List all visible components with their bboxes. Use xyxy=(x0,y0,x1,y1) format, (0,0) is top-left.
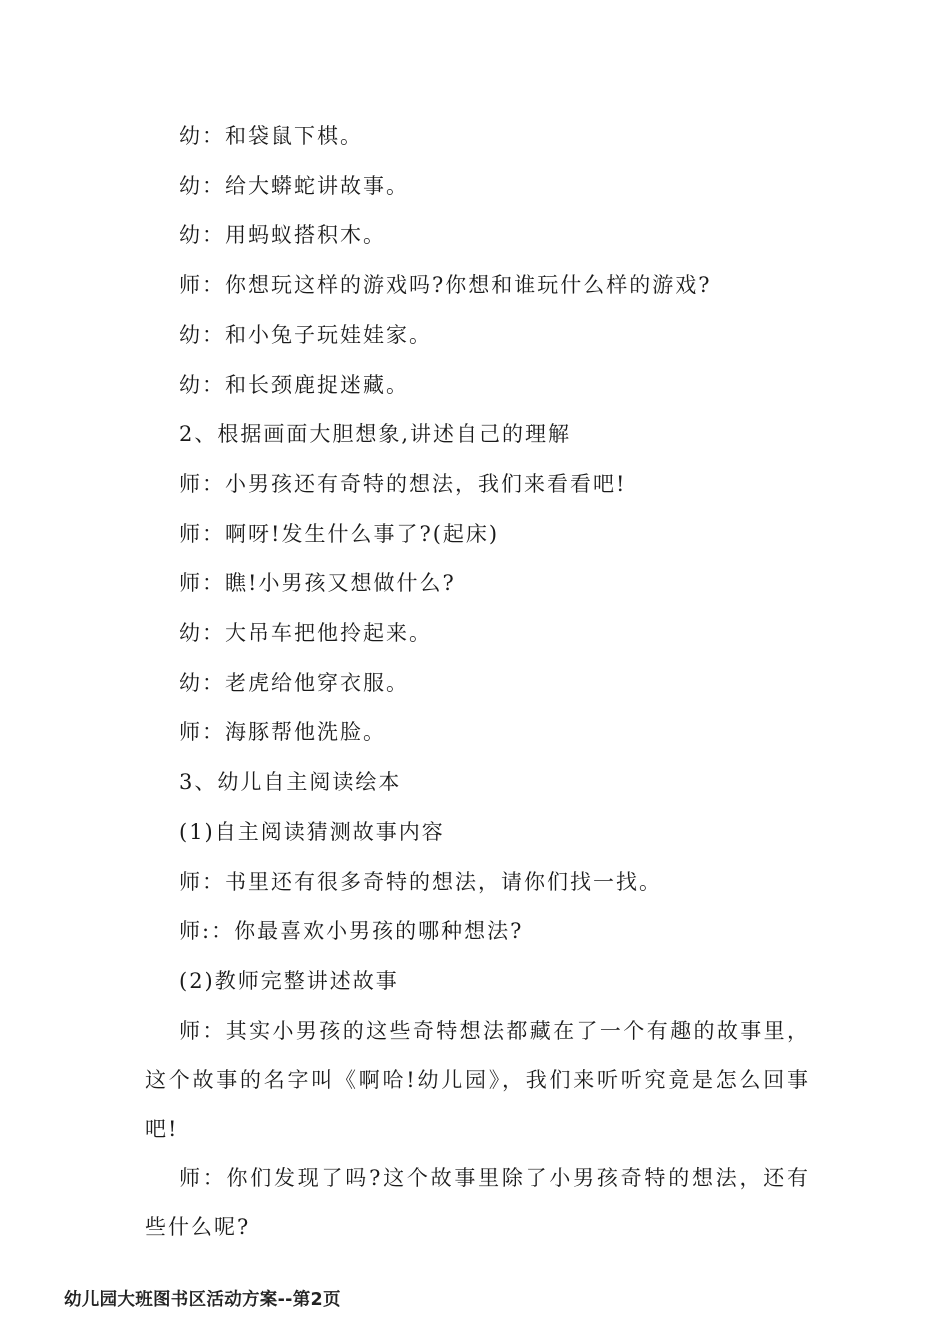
paragraph: 幼：和袋鼠下棋。 xyxy=(179,124,363,148)
paragraph: 幼：大吊车把他拎起来。 xyxy=(179,621,432,646)
paragraph: 师：你想玩这样的游戏吗?你想和谁玩什么样的游戏? xyxy=(179,273,712,298)
paragraph: 师：你们发现了吗?这个故事里除了小男孩奇特的想法，还有些什么呢? xyxy=(145,1165,810,1239)
paragraph: 幼：老虎给他穿衣服。 xyxy=(179,670,409,695)
paragraph: 师：瞧!小男孩又想做什么? xyxy=(179,571,456,596)
paragraph: 幼：给大蟒蛇讲故事。 xyxy=(179,173,409,198)
paragraph: 幼：和小兔子玩娃娃家。 xyxy=(179,322,432,347)
paragraph: 师：小男孩还有奇特的想法，我们来看看吧! xyxy=(179,471,627,496)
page-footer: 幼儿园大班图书区活动方案--第2页 xyxy=(64,1290,341,1310)
paragraph: 幼：和长颈鹿捉迷藏。 xyxy=(179,372,409,397)
subsection-heading: (2)教师完整讲述故事 xyxy=(179,968,399,993)
section-heading: 3、幼儿自主阅读绘本 xyxy=(179,770,402,795)
paragraph: 师：啊呀!发生什么事了?(起床) xyxy=(179,521,500,546)
subsection-heading: (1)自主阅读猜测故事内容 xyxy=(179,819,445,844)
paragraph: 师：其实小男孩的这些奇特想法都藏在了一个有趣的故事里，这个故事的名字叫《啊哈!幼儿园》，我们来听听究竟是怎么回事吧! xyxy=(145,1018,810,1141)
paragraph: 师：书里还有很多奇特的想法，请你们找一找。 xyxy=(179,869,662,894)
paragraph: 师：海豚帮他洗脸。 xyxy=(179,720,386,745)
paragraph: 幼：用蚂蚁搭积木。 xyxy=(179,223,386,248)
paragraph: 师:：你最喜欢小男孩的哪种想法? xyxy=(179,919,524,944)
document-body xyxy=(145,112,810,1252)
section-heading: 2、根据画面大胆想象,讲述自己的理解 xyxy=(179,422,572,447)
